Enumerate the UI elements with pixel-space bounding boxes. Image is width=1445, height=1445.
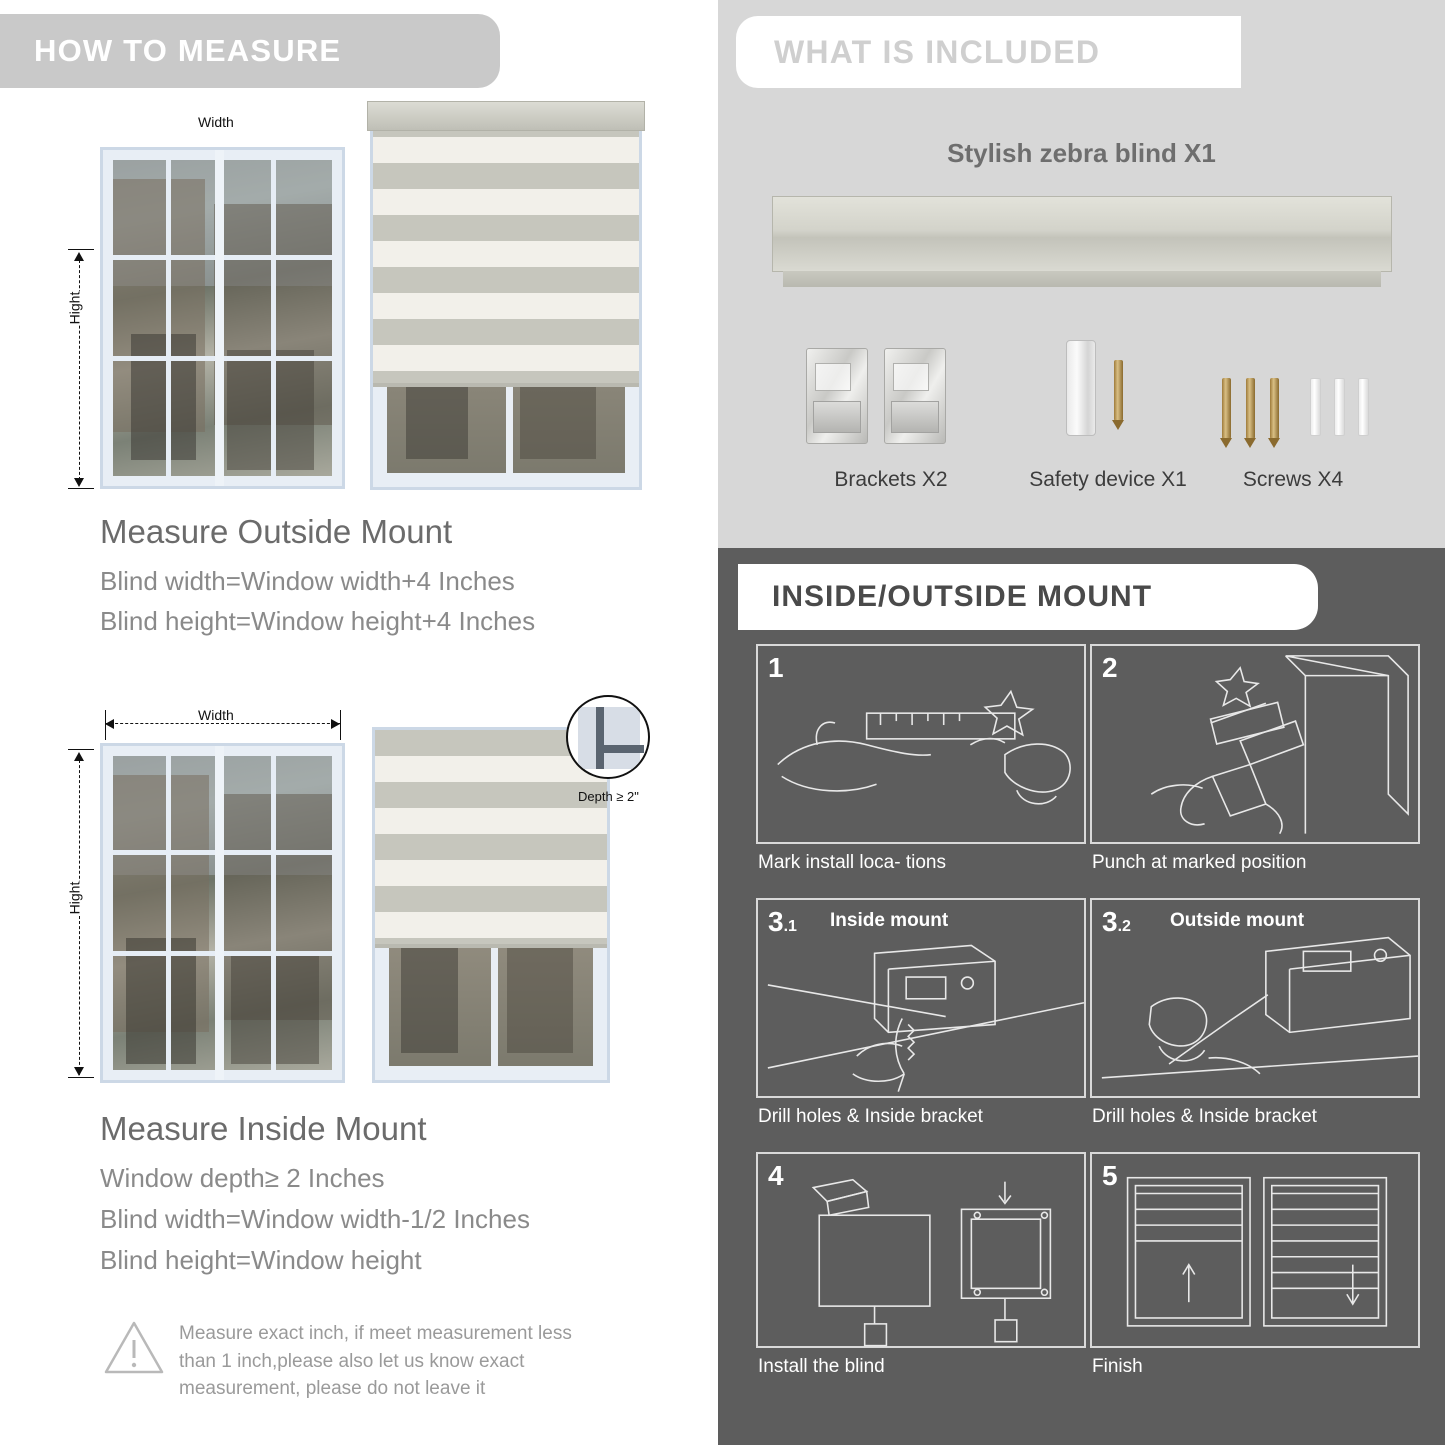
- step-3-2-number-text: 3: [1102, 906, 1118, 937]
- outside-height-tick-bottom: [68, 488, 94, 489]
- zebra-blind-headrail-image: [772, 196, 1392, 272]
- outside-height-label: Hight: [66, 291, 83, 325]
- inside-width-label: Width: [193, 707, 239, 723]
- inside-window-frame: [100, 743, 345, 1083]
- outside-window-mullion: [215, 150, 224, 486]
- step-3-1-sketch-inside-bracket: [758, 900, 1084, 1098]
- bracket-icon-2: [884, 348, 946, 444]
- depth-label: Depth ≥ 2": [578, 789, 639, 804]
- step-2-sketch-drill: [1092, 646, 1418, 844]
- step-card-1: [756, 644, 1086, 873]
- inside-height-tick-top: [68, 749, 94, 750]
- inside-mount-title: Measure Inside Mount: [100, 1110, 427, 1147]
- wall-anchor-icon-2: [1334, 378, 1345, 436]
- inside-mount-line3: Blind height=Window height: [100, 1245, 422, 1275]
- inside-width-tick-right: [340, 710, 341, 740]
- step-2-number-text: 2: [1102, 652, 1118, 683]
- step-3-2-sketch-outside-bracket: [1092, 900, 1418, 1098]
- step-card-4: [756, 1152, 1086, 1377]
- what-is-included-section: [718, 0, 1445, 548]
- inside-width-tick-left: [105, 710, 106, 740]
- how-to-measure-header-tab: [0, 14, 500, 88]
- safety-device-icon: [1066, 340, 1096, 436]
- measurement-note: [103, 1320, 663, 1403]
- outside-height-dim-line: [79, 255, 80, 485]
- inside-blind-illustration: [372, 727, 610, 1083]
- step-3-1-number-sub: .1: [783, 918, 797, 935]
- inside-outside-mount-title: INSIDE/OUTSIDE MOUNT: [772, 580, 1153, 613]
- outside-mount-diagram: [0, 100, 712, 520]
- step-4-sketch-install-blind: [758, 1154, 1084, 1348]
- safety-device-screw-icon: [1114, 360, 1123, 422]
- step-2-caption: Punch at marked position: [1092, 852, 1307, 873]
- inside-blind-fabric: [375, 730, 607, 948]
- inside-width-arrow-left: [105, 719, 114, 729]
- step-4-caption: Install the blind: [758, 1356, 885, 1377]
- depth-callout-circle: [566, 695, 650, 779]
- included-main-item-label: Stylish zebra blind X1: [947, 138, 1216, 168]
- outside-blind-window-frame: [370, 108, 642, 490]
- note-text: [179, 1320, 572, 1403]
- outside-mount-line1: Blind width=Window width+4 Inches: [100, 566, 515, 596]
- outside-window-frame: [100, 147, 345, 489]
- inside-mount-line1: Window depth≥ 2 Inches: [100, 1163, 385, 1193]
- step-5-caption: Finish: [1092, 1356, 1143, 1377]
- brackets-label: Brackets X2: [834, 468, 948, 491]
- step-3-2-number-sub: .2: [1117, 918, 1131, 935]
- step-4-number-text: 4: [768, 1160, 784, 1191]
- step-card-3-2: [1090, 898, 1420, 1127]
- step-card-5: [1090, 1152, 1420, 1377]
- step-3-1-caption: Drill holes & Inside bracket: [758, 1106, 983, 1127]
- screw-icon-3: [1270, 378, 1279, 440]
- step-3-2-caption: Drill holes & Inside bracket: [1092, 1106, 1317, 1127]
- inside-height-arrow-up: [74, 752, 84, 761]
- step-1-sketch-measure-tape: [758, 646, 1084, 844]
- inside-outside-mount-header-tab: [738, 564, 1318, 630]
- inside-outside-mount-section: [718, 548, 1445, 1445]
- step-5-sketch-finished-blinds: [1092, 1154, 1418, 1348]
- warning-triangle-icon: [103, 1320, 165, 1376]
- outside-height-tick-top: [68, 249, 94, 250]
- outside-width-label: Width: [193, 114, 239, 130]
- outside-blind-illustration: [370, 108, 642, 490]
- screw-icon-1: [1222, 378, 1231, 440]
- inside-blind-window-frame: [372, 727, 610, 1083]
- outside-height-arrow-down: [74, 478, 84, 487]
- wall-anchor-icon-3: [1358, 378, 1369, 436]
- note-line-3: measurement, please do not leave it: [179, 1378, 486, 1400]
- inside-mount-diagram: [0, 695, 712, 1095]
- inside-height-label: Hight: [66, 881, 83, 915]
- outside-mount-line2: Blind height=Window height+4 Inches: [100, 606, 536, 636]
- note-line-1: Measure exact inch, if meet measurement less: [179, 1323, 572, 1344]
- step-card-2: [1090, 644, 1420, 873]
- what-is-included-title: WHAT IS INCLUDED: [774, 33, 1101, 70]
- how-to-measure-section: [0, 0, 712, 1445]
- step-card-3-1: [756, 898, 1086, 1127]
- step-1-number-text: 1: [768, 652, 784, 683]
- screws-label: Screws X4: [1242, 468, 1344, 491]
- step-3-1-number-text: 3: [768, 906, 784, 937]
- outside-mount-title: Measure Outside Mount: [100, 513, 453, 550]
- inside-height-arrow-down: [74, 1067, 84, 1076]
- outside-height-arrow-up: [74, 252, 84, 261]
- what-is-included-header-tab: [736, 16, 1241, 88]
- step-3-2-inline-label: Outside mount: [1170, 910, 1305, 931]
- safety-device-label: Safety device X1: [1029, 468, 1187, 491]
- inside-mount-line2: Blind width=Window width-1/2 Inches: [100, 1204, 530, 1234]
- note-line-2: than 1 inch,please also let us know exact: [179, 1350, 525, 1372]
- step-5-number-text: 5: [1102, 1160, 1118, 1191]
- step-3-1-inline-label: Inside mount: [830, 910, 949, 931]
- screw-icon-2: [1246, 378, 1255, 440]
- outside-blind-fabric: [373, 111, 639, 387]
- how-to-measure-title: HOW TO MEASURE: [34, 33, 342, 68]
- outside-blind-headrail: [367, 101, 645, 131]
- inside-window-mullion: [215, 746, 224, 1080]
- inside-width-dim-line: [105, 723, 340, 724]
- inside-height-dim-line: [79, 755, 80, 1075]
- step-1-caption: Mark install loca- tions: [758, 852, 946, 873]
- bracket-icon-1: [806, 348, 868, 444]
- wall-anchor-icon-1: [1310, 378, 1321, 436]
- inside-height-tick-bottom: [68, 1077, 94, 1078]
- inside-width-arrow-right: [331, 719, 340, 729]
